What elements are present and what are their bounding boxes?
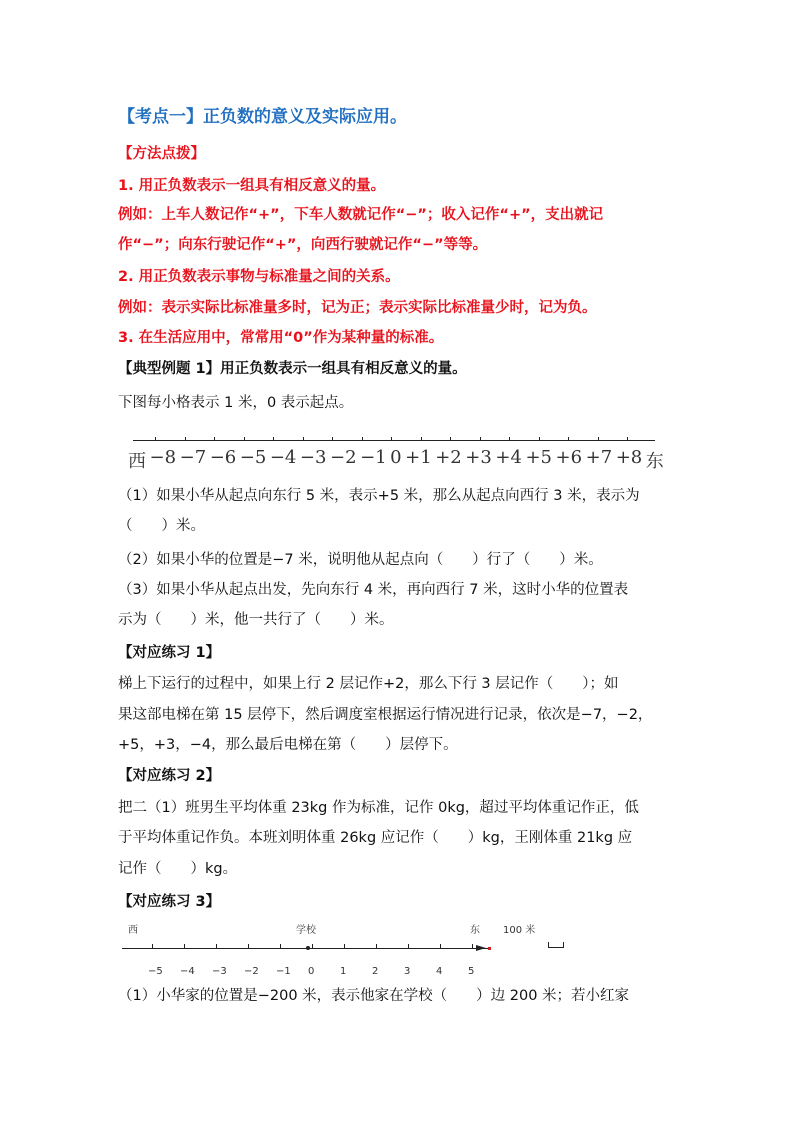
tick	[312, 944, 313, 948]
tick	[539, 437, 540, 440]
tick	[184, 944, 185, 948]
question: （ ）米。	[118, 518, 205, 534]
scale-label: 100 米	[503, 925, 536, 936]
tick-label: −4	[180, 966, 195, 977]
section-title: 【考点一】正负数的意义及实际应用。	[118, 107, 407, 127]
method-line: 1. 用正负数表示一组具有相反意义的量。	[118, 178, 386, 194]
tick	[440, 944, 441, 948]
tick-label: −1	[276, 966, 291, 977]
tick-label: −6	[209, 447, 237, 468]
east-label: 东	[470, 925, 480, 936]
practice1-heading: 【对应练习 1】	[118, 645, 221, 661]
tick-label: −2	[330, 447, 357, 468]
method-heading: 【方法点拨】	[118, 146, 205, 162]
practice2-line: 把二（1）班男生平均体重 23kg 作为标准，记作 0kg，超过平均体重记作正，低	[118, 800, 639, 816]
tick	[472, 944, 473, 948]
method-line: 例如：表示实际比标准量多时，记为正；表示实际比标准量少时，记为负。	[118, 300, 597, 316]
question: （1）如果小华从起点向东行 5 米，表示+5 米，那么从起点向西行 3 米，表示为	[118, 488, 640, 504]
question: 示为（ ）米，他一共行了（ ）米。	[118, 612, 394, 628]
tick	[568, 437, 569, 440]
method-line: 例如：上车人数记作“+”，下车人数就记作“−”；收入记作“+”，支出就记	[118, 207, 604, 223]
tick	[155, 437, 156, 440]
tick-label: 4	[436, 966, 443, 977]
tick-label: −3	[212, 966, 227, 977]
tick	[280, 944, 281, 948]
tick	[273, 437, 274, 440]
tick-label: +5	[525, 447, 552, 468]
tick-label: 0	[390, 447, 402, 468]
tick	[391, 437, 392, 440]
practice2-line: 记作（ ）kg。	[118, 861, 238, 877]
practice3-heading: 【对应练习 3】	[118, 894, 221, 910]
tick-label: −4	[269, 447, 297, 468]
scale-bar	[548, 942, 564, 948]
tick	[214, 437, 215, 440]
tick-label: −7	[179, 447, 207, 468]
tick	[344, 944, 345, 948]
west-label: 西	[128, 451, 146, 472]
tick-label: +8	[615, 447, 643, 468]
tick-label: 0	[308, 966, 315, 977]
tick-label: 2	[372, 966, 379, 977]
practice1-line: +5，+3，−4，那么最后电梯在第（ ）层停下。	[118, 737, 458, 753]
tick-label: 3	[404, 966, 411, 977]
tick	[421, 437, 422, 440]
tick	[376, 944, 377, 948]
number-line-1	[133, 440, 655, 441]
tick-label: +7	[585, 447, 613, 468]
tick-label: +1	[405, 447, 432, 468]
practice1-line: 果这部电梯在第 15 层停下，然后调度室根据运行情况进行记录，依次是−7，−2，	[118, 707, 653, 723]
east-label: 东	[645, 451, 664, 472]
example-intro: 下图每小格表示 1 米，0 表示起点。	[118, 395, 354, 411]
tick-label: −5	[148, 966, 163, 977]
number-line-2	[122, 948, 490, 949]
tick	[480, 437, 481, 440]
method-line: 作“−”；向东行驶记作“+”，向西行驶就记作“−”等等。	[118, 237, 488, 253]
tick	[598, 437, 599, 440]
question: （2）如果小华的位置是−7 米，说明他从起点向（ ）行了（ ）米。	[118, 552, 603, 568]
tick-label: −2	[244, 966, 259, 977]
practice2-heading: 【对应练习 2】	[118, 768, 221, 784]
tick-label: −8	[149, 447, 177, 468]
method-line: 2. 用正负数表示事物与标准量之间的关系。	[118, 269, 400, 285]
question: （1）小华家的位置是−200 米，表示他家在学校（ ）边 200 米；若小红家	[118, 988, 630, 1004]
tick-label: 5	[468, 966, 475, 977]
school-point	[306, 946, 310, 950]
tick-label: +6	[555, 447, 583, 468]
tick	[509, 437, 510, 440]
question: （3）如果小华从起点出发，先向东行 4 米，再向西行 7 米，这时小华的位置表	[118, 582, 629, 598]
school-label: 学校	[296, 925, 316, 936]
arrow-icon	[476, 945, 486, 951]
tick-label: −5	[239, 447, 267, 468]
example-heading: 【典型例题 1】用正负数表示一组具有相反意义的量。	[118, 361, 467, 377]
tick	[216, 944, 217, 948]
practice2-line: 于平均体重记作负。本班刘明体重 26kg 应记作（ ）kg，王刚体重 21kg 应	[118, 830, 633, 846]
tick	[362, 437, 363, 440]
tick-label: −1	[360, 447, 387, 468]
method-line: 3. 在生活应用中，常常用“0”作为某种量的标准。	[118, 330, 444, 346]
tick	[248, 944, 249, 948]
tick	[185, 437, 186, 440]
tick	[303, 437, 304, 440]
tick-label: +4	[495, 447, 522, 468]
west-label: 西	[128, 925, 138, 936]
tick	[450, 437, 451, 440]
tick-label: 1	[340, 966, 347, 977]
tick	[408, 944, 409, 948]
tick-label: +2	[435, 447, 462, 468]
tick-label: −3	[299, 447, 327, 468]
tick	[627, 437, 628, 440]
tick	[332, 437, 333, 440]
tick-label: +3	[465, 447, 492, 468]
tick	[244, 437, 245, 440]
tick	[152, 944, 153, 948]
end-marker	[488, 947, 491, 950]
practice1-line: 梯上下运行的过程中，如果上行 2 层记作+2，那么下行 3 层记作（ ）；如	[118, 676, 619, 692]
number-line-1-labels	[128, 447, 664, 473]
